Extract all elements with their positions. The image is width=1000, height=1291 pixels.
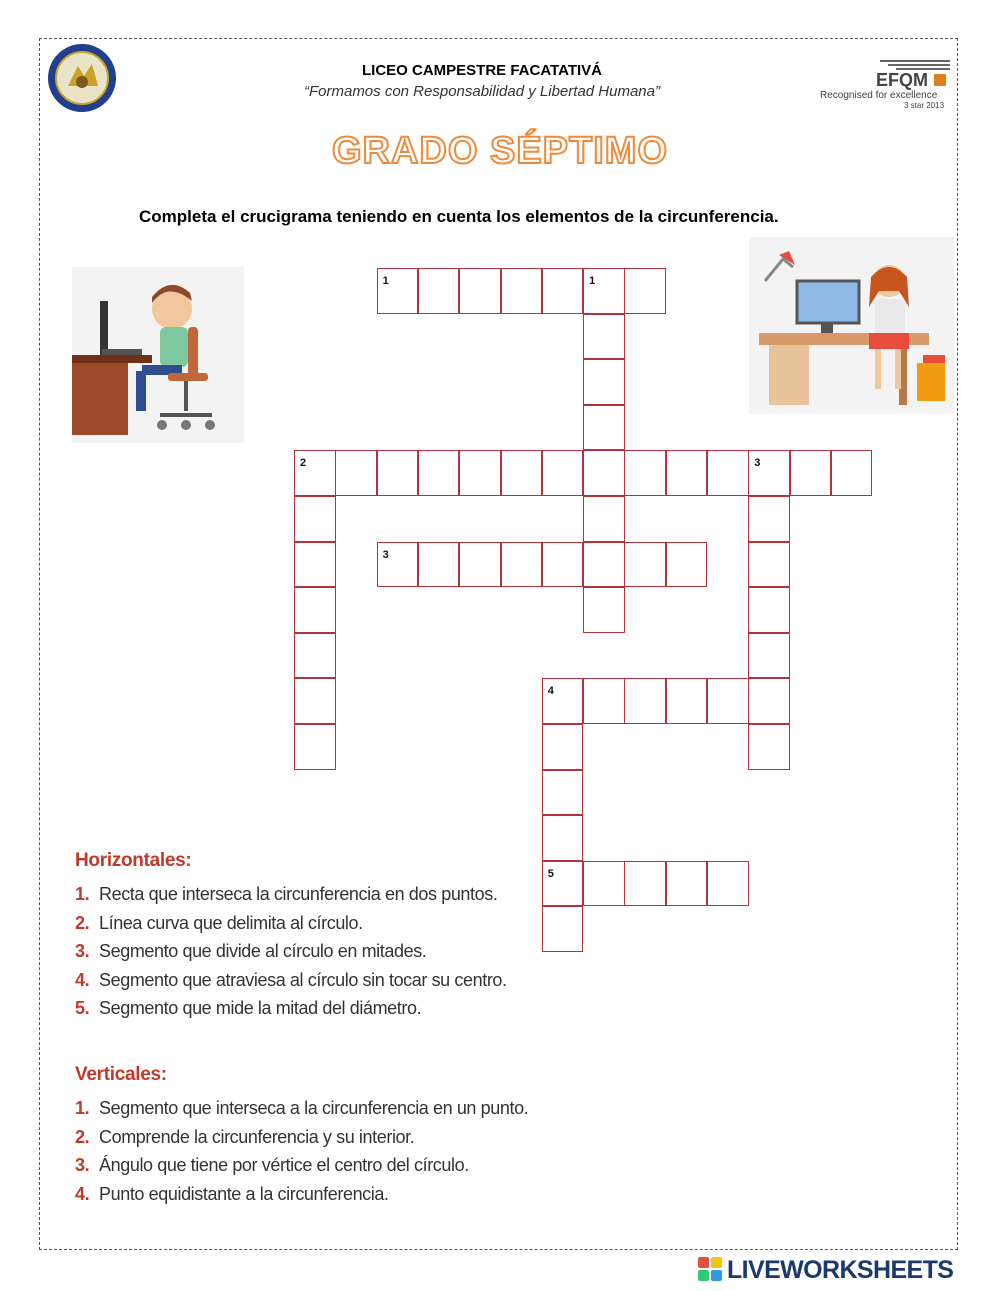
crossword-cell[interactable] — [542, 770, 584, 816]
crossword-cell[interactable] — [624, 678, 666, 724]
clue-horizontal-4 — [75, 966, 507, 995]
clue-text: Recta que interseca la circunferencia en dos puntos. — [99, 884, 498, 904]
crossword-cell[interactable] — [666, 678, 708, 724]
clue-text: Línea curva que delimita al círculo. — [99, 912, 363, 933]
grade-title: GRADO SÉPTIMO — [331, 130, 669, 172]
crossword-cell[interactable] — [418, 542, 460, 588]
crossword-cell[interactable] — [294, 587, 336, 633]
vertical-clues — [75, 1064, 528, 1208]
instructions: Completa el crucigrama teniendo en cuenta los elementos de la circunferencia. — [139, 207, 779, 226]
school-name: LICEO CAMPESTRE FACATATIVÁ — [362, 62, 602, 79]
crossword-cell[interactable] — [583, 314, 625, 360]
clue-vertical-1 — [75, 1094, 528, 1123]
clue-text: Segmento que mide la mitad del diámetro. — [99, 998, 422, 1018]
crossword-cell[interactable] — [583, 268, 625, 314]
crossword-cell-number: 5 — [547, 867, 554, 880]
crossword-cell[interactable] — [294, 724, 336, 770]
crossword-cell[interactable] — [666, 861, 708, 907]
crossword-cell-number: 1 — [589, 275, 596, 287]
boy-computer-illustration — [72, 267, 244, 443]
clue-horizontal-3 — [75, 937, 507, 966]
crossword-cell[interactable] — [294, 450, 336, 496]
crossword-cell[interactable] — [335, 450, 377, 496]
clue-text: Ángulo que tiene por vértice el centro del círculo. — [99, 1155, 469, 1175]
crossword-cell[interactable] — [583, 496, 625, 542]
crossword-cell[interactable] — [294, 496, 336, 542]
crossword-cell-number: 3 — [754, 457, 761, 470]
liveworksheets-brand: LIVEWORKSHEETS — [727, 1256, 954, 1284]
crossword-cell[interactable] — [542, 268, 584, 314]
crossword-cell[interactable] — [583, 861, 625, 907]
crossword-cell[interactable] — [748, 724, 790, 770]
crossword-cell[interactable] — [583, 678, 625, 724]
crossword-cell[interactable] — [748, 678, 790, 724]
crossword-cell[interactable] — [459, 450, 501, 496]
clue-number: 3. — [75, 1155, 90, 1175]
crossword-cell[interactable] — [748, 496, 790, 542]
crossword-cell[interactable] — [501, 542, 543, 588]
crossword-cell[interactable] — [583, 359, 625, 405]
crossword-cell[interactable] — [790, 450, 832, 496]
clue-horizontal-1 — [75, 880, 507, 909]
clue-number: 5. — [75, 998, 90, 1018]
crossword-cell-number: 4 — [547, 685, 554, 698]
crossword-cell[interactable] — [418, 268, 460, 314]
crossword-cell[interactable] — [748, 633, 790, 679]
girl-computer-illustration — [749, 237, 954, 414]
crossword-cell[interactable] — [624, 542, 666, 588]
clue-number: 1. — [75, 884, 90, 904]
clue-vertical-3 — [75, 1151, 528, 1180]
crossword-cell[interactable] — [294, 633, 336, 679]
crossword-cell[interactable] — [501, 450, 543, 496]
clue-text: Punto equidistante a la circunferencia. — [99, 1183, 389, 1204]
crossword-cell[interactable] — [501, 268, 543, 314]
clue-horizontal-2 — [75, 909, 507, 938]
crossword-cell[interactable] — [707, 861, 749, 907]
crossword-cell[interactable] — [666, 450, 708, 496]
crossword-cell-number: 3 — [382, 548, 389, 561]
crossword-cell[interactable] — [624, 450, 666, 496]
crossword-cell[interactable] — [583, 542, 625, 588]
clue-number: 4. — [75, 969, 90, 990]
crossword-cell[interactable] — [748, 542, 790, 588]
crossword-cell[interactable] — [583, 587, 625, 633]
crossword-cell[interactable] — [459, 542, 501, 588]
liveworksheets-logo-icon — [697, 1256, 723, 1282]
crossword-cell[interactable] — [624, 861, 666, 907]
crossword-cell[interactable] — [294, 678, 336, 724]
crossword-cell[interactable] — [459, 268, 501, 314]
clue-text: Comprende la circunferencia y su interior. — [99, 1126, 415, 1147]
crossword-cell[interactable] — [748, 587, 790, 633]
crossword-cell[interactable] — [624, 268, 666, 314]
horizontal-clues — [75, 850, 507, 1023]
crossword-cell[interactable] — [583, 450, 625, 496]
crossword-cell[interactable] — [377, 450, 419, 496]
grade-title-wrap — [0, 125, 1000, 175]
crossword-cell[interactable] — [748, 450, 790, 496]
clue-vertical-4 — [75, 1180, 528, 1209]
crossword-cell[interactable] — [542, 678, 584, 724]
clue-text: Segmento que atraviesa al círculo sin tocar su centro. — [99, 969, 507, 990]
crossword-cell[interactable] — [542, 861, 584, 907]
crossword-cell[interactable] — [831, 450, 873, 496]
crossword-cell[interactable] — [294, 542, 336, 588]
crossword-cell[interactable] — [377, 542, 419, 588]
crossword-cell[interactable] — [542, 542, 584, 588]
clue-text: Segmento que interseca a la circunferencia en un punto. — [99, 1098, 529, 1118]
clue-number: 2. — [75, 912, 90, 933]
clue-number: 1. — [75, 1098, 90, 1118]
crossword-cell[interactable] — [542, 724, 584, 770]
crossword-cell[interactable] — [707, 450, 749, 496]
horizontal-title: Horizontales: — [75, 850, 192, 871]
liveworksheets-footer[interactable] — [697, 1256, 954, 1286]
crossword-cell[interactable] — [583, 405, 625, 451]
crossword-cell[interactable] — [418, 450, 460, 496]
efqm-label: EFQM — [876, 70, 928, 90]
clue-vertical-2 — [75, 1123, 528, 1152]
clue-number: 2. — [75, 1126, 90, 1147]
efqm-line2: 3 star 2013 — [904, 101, 945, 110]
clue-number: 3. — [75, 941, 90, 961]
crossword-cell[interactable] — [542, 450, 584, 496]
school-motto: “Formamos con Responsabilidad y Libertad Humana” — [303, 83, 660, 100]
vertical-title: Verticales: — [75, 1064, 167, 1085]
crossword-cell[interactable] — [542, 815, 584, 861]
crossword-cell[interactable] — [707, 678, 749, 724]
crossword-cell[interactable] — [666, 542, 708, 588]
crossword-cell[interactable] — [377, 268, 419, 314]
clue-number: 4. — [75, 1183, 90, 1204]
crossword-cell-number: 2 — [300, 457, 307, 470]
crossword-cell-number: 1 — [382, 275, 389, 287]
efqm-line1: Recognised for excellence — [820, 90, 938, 101]
clue-text: Segmento que divide al círculo en mitades. — [99, 941, 427, 961]
crossword-cell[interactable] — [542, 906, 584, 952]
clue-horizontal-5 — [75, 994, 507, 1023]
efqm-badge — [818, 60, 956, 112]
